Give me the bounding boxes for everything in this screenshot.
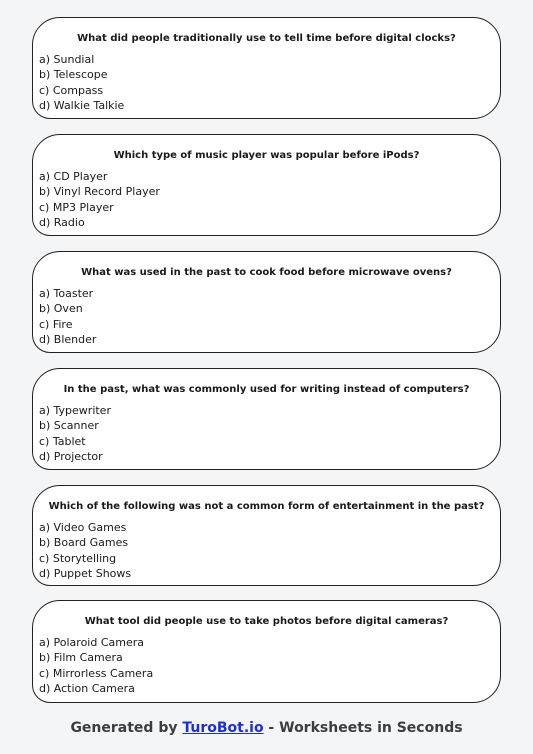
question-text: What tool did people use to take photos before digital cameras?: [84, 616, 449, 627]
footer-suffix: - Worksheets in Seconds: [263, 720, 463, 736]
question-card-5: [32, 485, 501, 586]
option-list: [39, 52, 124, 113]
footer: [0, 719, 533, 737]
option-d: d) Radio: [39, 215, 85, 229]
option-a: a) Typewriter: [39, 404, 111, 417]
option-b: b) Film Camera: [39, 651, 123, 665]
question-text: In the past, what was commonly used for writing instead of computers?: [63, 384, 470, 395]
question-list: [32, 17, 501, 703]
option-list: [39, 169, 160, 230]
option-d: d) Action Camera: [39, 681, 135, 695]
option-b: b) Telescope: [39, 68, 108, 82]
option-c: c) Compass: [39, 83, 104, 97]
question-text: Which type of music player was popular before iPods?: [113, 150, 420, 161]
option-list: [39, 403, 111, 464]
option-a: a) Toaster: [39, 287, 94, 300]
question-card-6: [32, 600, 501, 703]
option-list: [39, 286, 96, 347]
option-c: c) MP3 Player: [39, 200, 114, 214]
option-b: b) Vinyl Record Player: [39, 185, 160, 199]
option-b: b) Oven: [39, 302, 83, 316]
question-card-3: [32, 251, 501, 353]
option-b: b) Scanner: [39, 419, 99, 433]
option-a: a) Polaroid Camera: [39, 636, 145, 649]
option-c: c) Mirrorless Camera: [39, 666, 154, 680]
option-list: [39, 520, 131, 581]
option-c: c) Fire: [39, 317, 73, 331]
question-text: Which of the following was not a common form of entertainment in the past?: [48, 501, 485, 512]
option-list: [39, 635, 153, 696]
option-a: a) Sundial: [39, 53, 95, 66]
option-c: c) Tablet: [39, 434, 86, 448]
option-d: d) Puppet Shows: [39, 566, 132, 580]
option-c: c) Storytelling: [39, 551, 117, 565]
option-a: a) Video Games: [39, 521, 127, 534]
option-d: d) Projector: [39, 449, 103, 463]
question-card-1: [32, 17, 501, 119]
option-b: b) Board Games: [39, 536, 129, 550]
footer-prefix: Generated by: [70, 720, 183, 736]
option-d: d) Blender: [39, 332, 97, 346]
turobot-link[interactable]: TuroBot.io: [182, 720, 264, 736]
question-card-4: [32, 368, 501, 470]
question-text: What was used in the past to cook food before microwave ovens?: [81, 267, 452, 278]
question-text: What did people traditionally use to tell time before digital clocks?: [77, 33, 456, 44]
question-card-2: [32, 134, 501, 236]
option-a: a) CD Player: [39, 170, 108, 183]
option-d: d) Walkie Talkie: [39, 98, 125, 112]
